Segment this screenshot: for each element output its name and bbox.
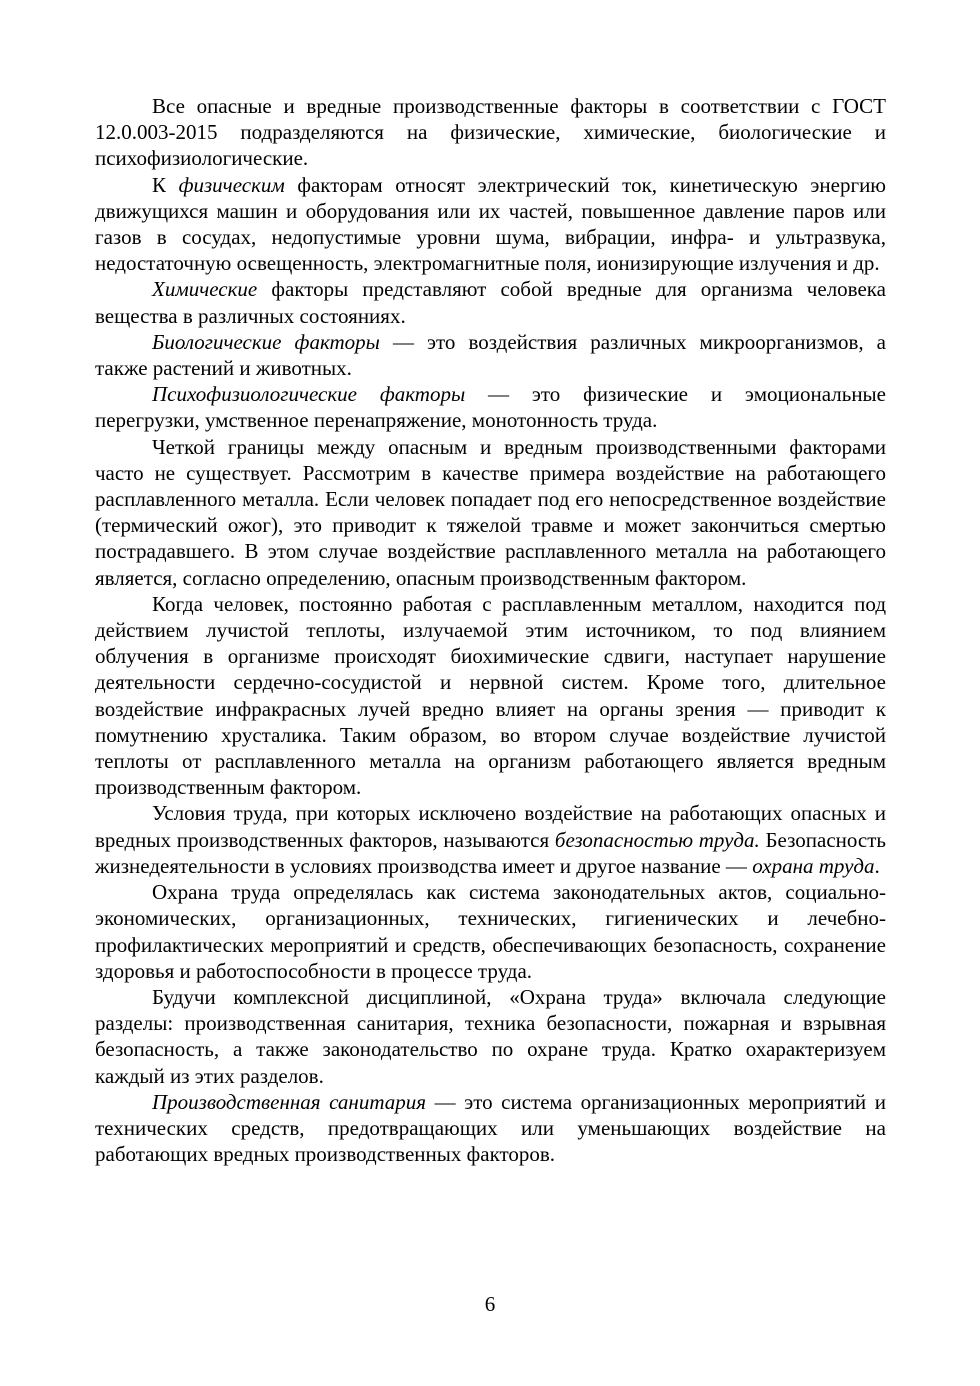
- paragraph-text: Все опасные и вредные производственные факторы в соответствии с ГОСТ 12.0.003-2015 подразделяются на физические, химические, биологические и психофизиологические.: [95, 94, 886, 171]
- page-number: 6: [484, 1292, 496, 1316]
- term-labor-protection: охрана труда: [752, 853, 875, 878]
- paragraph-psychophysiological-factors: [95, 381, 886, 433]
- paragraph-text: факторам относят электрический ток, кинетическую энергию движущихся машин и оборудования или их частей, повышенное давление паров или газов в сосудах, недопустимые уровни шума, вибрации, инфра- и ультразвука, недостаточную освещенность, электромагнитные поля, ионизирующие излучения и др.: [95, 172, 886, 276]
- paragraph-text: Безопасность жизнедеятельности в условиях производства имеет и другое название —: [95, 827, 886, 878]
- paragraph-work-safety: [95, 800, 886, 879]
- term-physical: физическим: [178, 172, 285, 197]
- term-biological: Биологические факторы: [152, 329, 380, 354]
- paragraph-lead: Условия труда, при которых исключено воздействие на работающих опасных и вредных производственных факторов, называются: [95, 801, 886, 852]
- paragraph-discipline-sections: [95, 984, 886, 1089]
- paragraph-radiant-heat: [95, 591, 886, 801]
- body-text: [95, 93, 886, 1167]
- paragraph-text: Когда человек, постоянно работая с расплавленным металлом, находится под действием лучистой теплоты, излучаемой этим источником, то под влиянием облучения в организме происходят биохимические сдвиги, наступает нарушение деятельности сердечно-сосудистой и нервной систем. Кроме того, длительное воздействие инфракрасных лучей вредно влияет на органы зрения — приводит к помутнению хрусталика. Таким образом, во втором случае воздействие лучистой теплоты от расплавленного металла на организм работающего является вредным производственным фактором.: [95, 591, 886, 800]
- paragraph-labor-protection-definition: [95, 879, 886, 984]
- term-industrial-sanitation: Производственная санитария: [152, 1089, 427, 1114]
- paragraph-text: Охрана труда определялась как система законодательных актов, социально-экономических, организационных, технических, гигиенических и лечебно-профилактических мероприятий и средств, обеспечивающих безопасность, сохранение здоровья и работоспособности в процессе труда.: [95, 880, 886, 983]
- paragraph-text: факторы представляют собой вредные для организма человека вещества в различных состояниях.: [95, 277, 886, 328]
- paragraph-boundary-example: [95, 434, 886, 591]
- paragraph-text: Будучи комплексной дисциплиной, «Охрана труда» включала следующие разделы: производственная санитария, техника безопасности, пожарная и взрывная безопасность, а также законодательство по охране труда. Кратко охарактеризуем каждый из этих разделов.: [95, 984, 886, 1088]
- paragraph-text: — это воздействия различных микроорганизмов, а также растений и животных.: [95, 329, 886, 381]
- paragraph-lead: К: [152, 172, 179, 197]
- term-psychophysiological: Психофизиологические факторы: [152, 382, 466, 407]
- term-work-safety: безопасностью труда.: [554, 827, 760, 852]
- paragraph-physical-factors: [95, 172, 886, 277]
- paragraph-tail: .: [874, 853, 880, 878]
- paragraph-text: — это система организационных мероприятий и технических средств, предотвращающих или уменьшающих воздействие на работающих вредных производственных факторов.: [95, 1089, 886, 1167]
- paragraph-text: Четкой границы между опасным и вредным производственными факторами часто не существует. Рассмотрим в качестве примера воздействие на работающего расплавленного металла. Если человек попадает под его непосредственное воздействие (термический ожог), это приводит к тяжелой травме и может закончиться смертью пострадавшего. В этом случае воздействие расплавленного металла на работающего является, согласно определению, опасным производственным фактором.: [95, 434, 886, 590]
- paragraph-industrial-sanitation: [95, 1089, 886, 1168]
- term-chemical: Химические: [152, 277, 258, 302]
- paragraph-text: — это физические и эмоциональные перегрузки, умственное перенапряжение, монотонность труда.: [95, 382, 886, 433]
- paragraph-chemical-factors: [95, 276, 886, 328]
- paragraph-hazard-classification: [95, 93, 886, 172]
- paragraph-biological-factors: [95, 329, 886, 381]
